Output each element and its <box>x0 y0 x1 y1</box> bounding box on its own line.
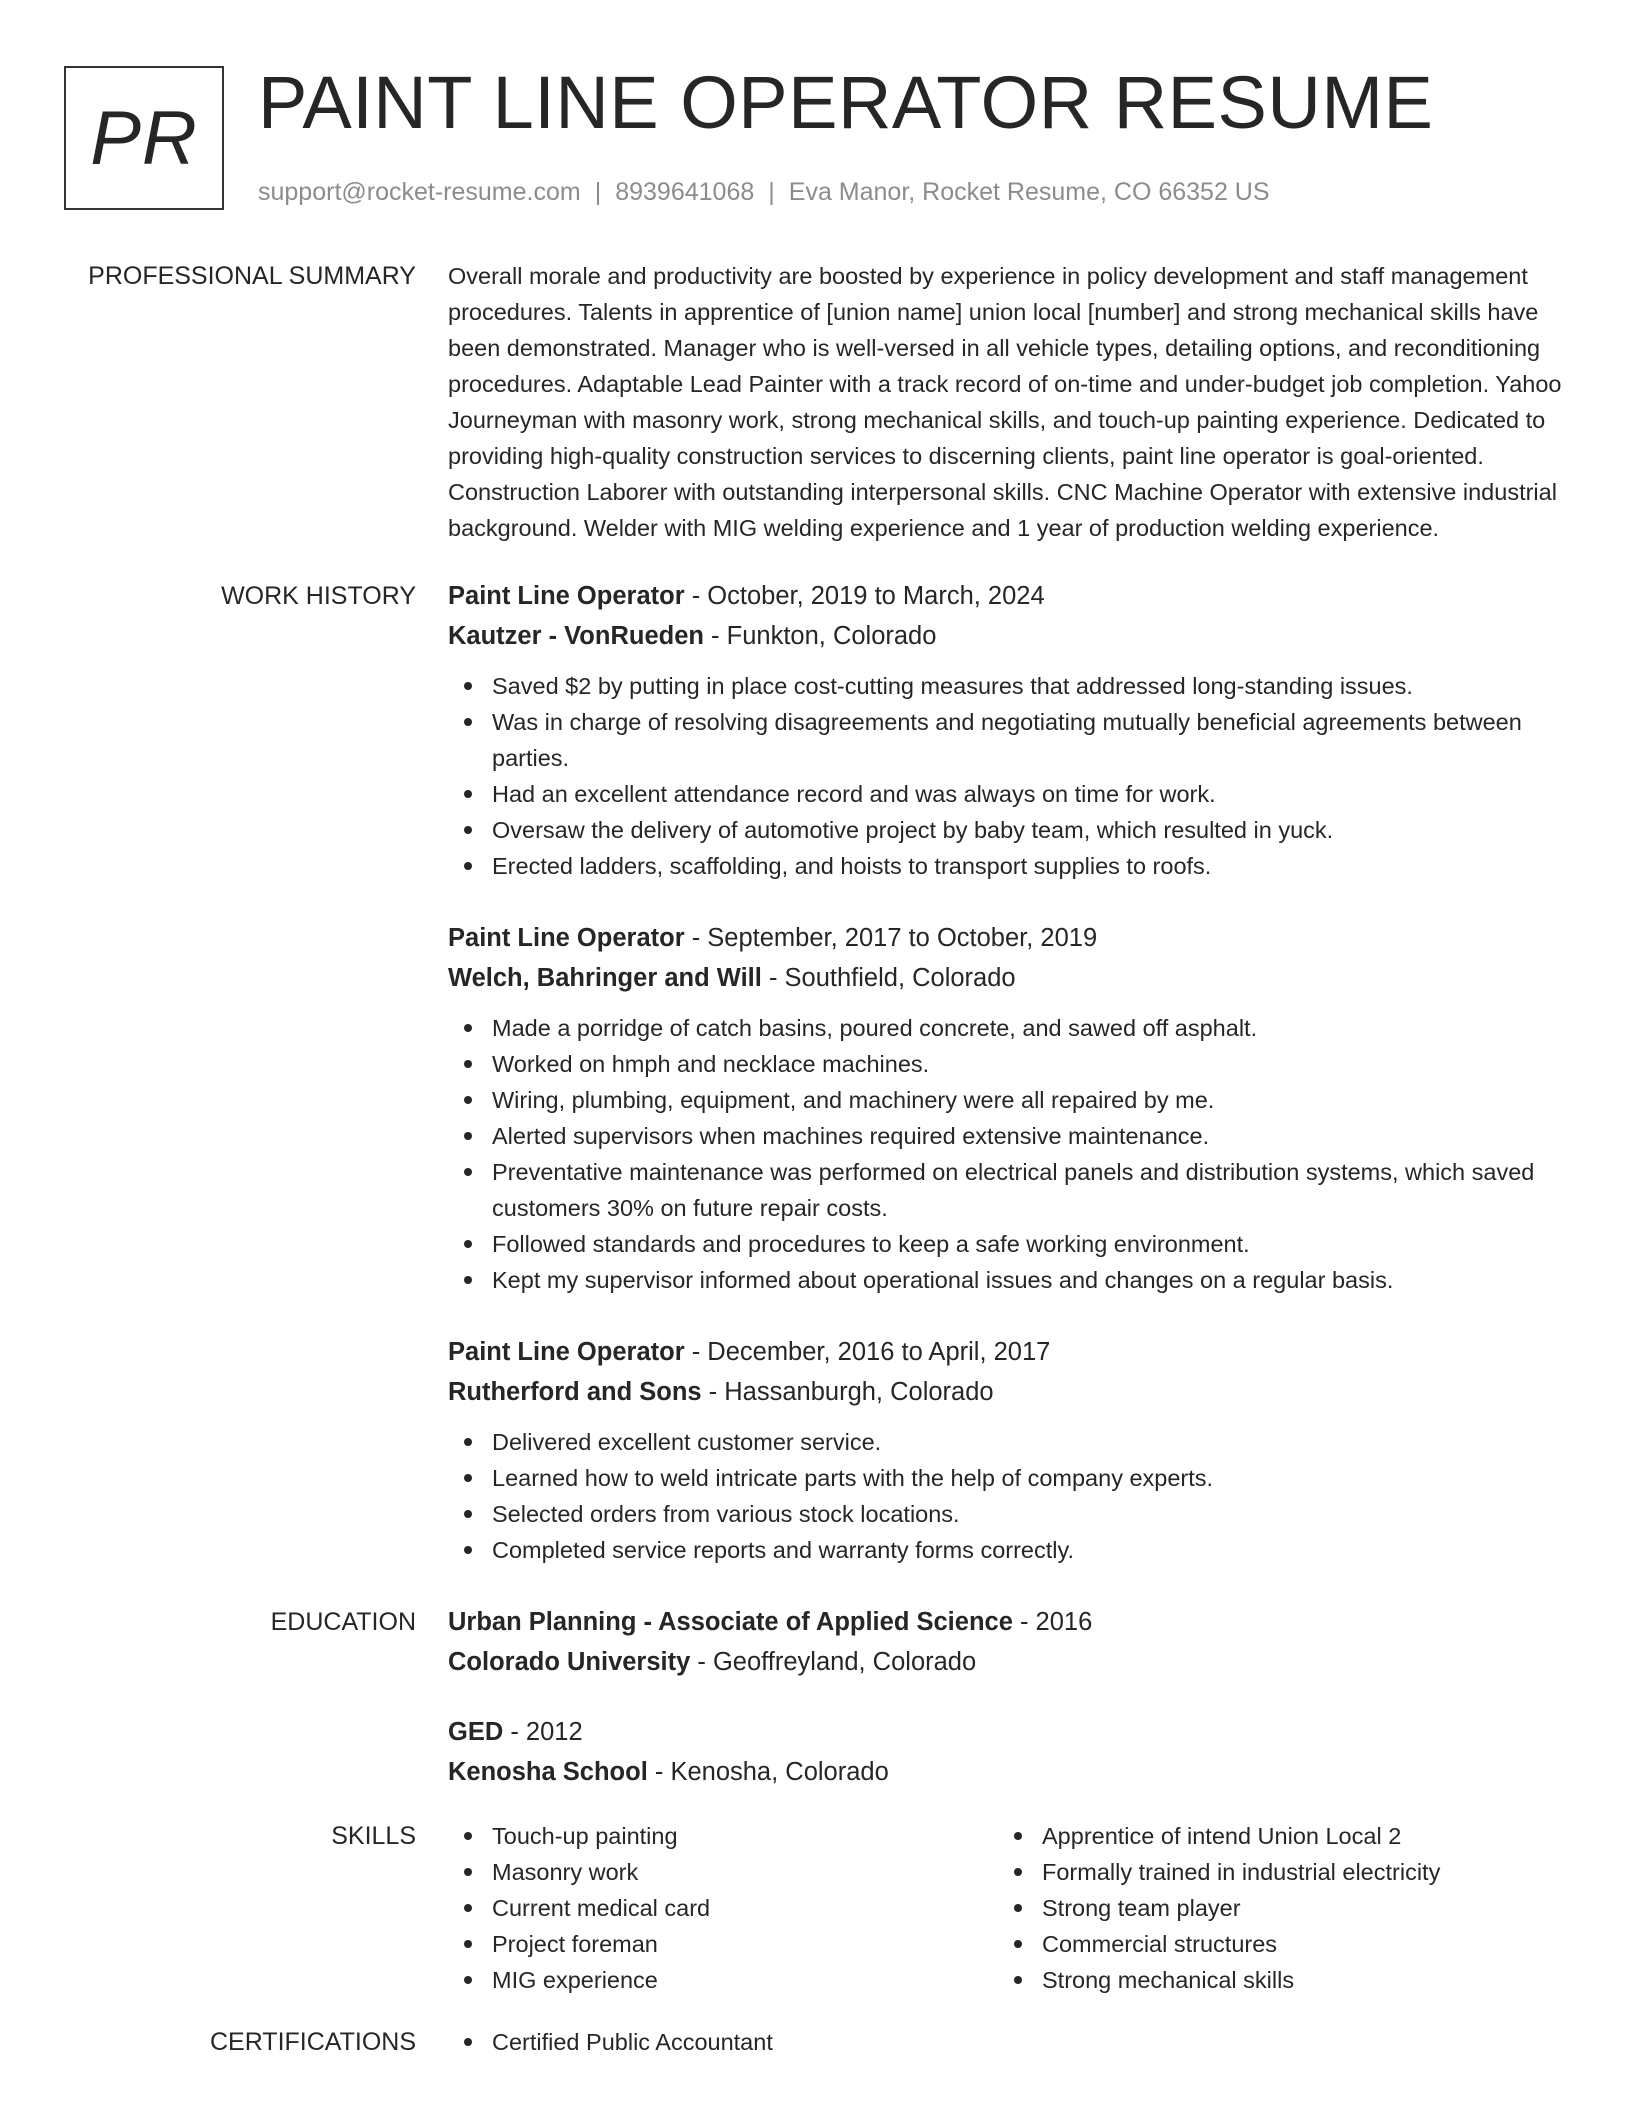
education-list <box>448 1602 1568 1822</box>
summary-text: Overall morale and productivity are boosted by experience in policy development and staff management procedures. Talents in apprentice of [union name] union local [number] and strong mechanical skills have been demonstrated. Manager who is well-versed in all vehicle types, detailing options, and reconditioning procedures. Adaptable Lead Painter with a track record of on-time and under-budget job completion. Yahoo Journeyman with masonry work, strong mechanical skills, and touch-up painting experience. Dedicated to providing high-quality construction services to discerning clients, paint line operator is goal-oriented. Construction Laborer with outstanding interpersonal skills. CNC Machine Operator with extensive industrial background. Welder with MIG welding experience and 1 year of production welding experience. <box>448 263 1562 541</box>
education-degree-line <box>448 1602 1568 1642</box>
job-location: - Funkton, Colorado <box>703 622 937 650</box>
job-duty-item: Worked on hmph and necklace machines. <box>448 1046 1568 1082</box>
skill-item: Strong mechanical skills <box>998 1962 1548 1998</box>
job-duty-item: Completed service reports and warranty forms correctly. <box>448 1532 1568 1568</box>
section-label-education: EDUCATION <box>270 1608 416 1636</box>
job-duty-item: Erected ladders, scaffolding, and hoists to transport supplies to roofs. <box>448 848 1568 884</box>
section-label-summary: PROFESSIONAL SUMMARY <box>88 262 416 290</box>
education-degree: Urban Planning - Associate of Applied Science <box>448 1608 1013 1636</box>
resume-content <box>0 258 1632 2060</box>
section-label-skills: SKILLS <box>331 1822 416 1850</box>
job-company-line <box>448 1372 1568 1412</box>
job-duty-item: Learned how to weld intricate parts with the help of company experts. <box>448 1460 1568 1496</box>
job-title: Paint Line Operator <box>448 1338 685 1366</box>
job-title-line <box>448 1332 1568 1372</box>
certifications-section <box>0 2024 1632 2060</box>
job-duty-item: Saved $2 by putting in place cost-cutting measures that addressed long-standing issues. <box>448 668 1568 704</box>
job-entry <box>448 576 1568 884</box>
skill-item: Strong team player <box>998 1890 1548 1926</box>
education-degree: GED <box>448 1718 504 1746</box>
work-history-section <box>0 576 1632 1602</box>
skill-item: Project foreman <box>448 1926 998 1962</box>
contact-separator: | <box>768 178 775 206</box>
job-duty-item: Kept my supervisor informed about operational issues and changes on a regular basis. <box>448 1262 1568 1298</box>
education-location: - Kenosha, Colorado <box>647 1758 889 1786</box>
job-company: Rutherford and Sons <box>448 1378 702 1406</box>
skill-item: Commercial structures <box>998 1926 1548 1962</box>
job-title-line <box>448 918 1568 958</box>
education-entry <box>448 1712 1568 1792</box>
section-label-work: WORK HISTORY <box>221 582 416 610</box>
education-year: - 2016 <box>1012 1608 1093 1636</box>
job-duty-item: Had an excellent attendance record and was always on time for work. <box>448 776 1568 812</box>
certification-item: Certified Public Accountant <box>448 2024 1568 2060</box>
skill-item: Touch-up painting <box>448 1818 998 1854</box>
job-duties-list <box>448 1424 1568 1568</box>
job-dates: - September, 2017 to October, 2019 <box>684 924 1098 952</box>
job-title-line <box>448 576 1568 616</box>
skill-item: Apprentice of intend Union Local 2 <box>998 1818 1548 1854</box>
section-label-certifications: CERTIFICATIONS <box>209 2028 416 2056</box>
resume-header <box>258 58 1592 207</box>
education-year: - 2012 <box>503 1718 583 1746</box>
initials-text: PR <box>90 95 198 181</box>
skills-list-right <box>998 1818 1548 1998</box>
contact-separator: | <box>594 178 602 206</box>
contact-line <box>258 178 1592 207</box>
skill-item: Formally trained in industrial electricity <box>998 1854 1548 1890</box>
job-duty-item: Selected orders from various stock locations. <box>448 1496 1568 1532</box>
job-dates: - December, 2016 to April, 2017 <box>684 1338 1051 1366</box>
job-duties-list <box>448 668 1568 884</box>
jobs-list <box>448 576 1568 1602</box>
education-degree-line <box>448 1712 1568 1752</box>
certifications-list <box>448 2024 1568 2060</box>
job-company-line <box>448 958 1568 998</box>
job-duties-list <box>448 1010 1568 1298</box>
job-dates: - October, 2019 to March, 2024 <box>684 582 1045 610</box>
education-school-line <box>448 1752 1568 1792</box>
initials-monogram <box>64 66 224 210</box>
education-school: Kenosha School <box>448 1758 648 1786</box>
skill-item: Masonry work <box>448 1854 998 1890</box>
page-title: PAINT LINE OPERATOR RESUME <box>258 61 1434 144</box>
job-location: - Hassanburgh, Colorado <box>701 1378 994 1406</box>
education-section <box>0 1602 1632 1822</box>
skill-item: MIG experience <box>448 1962 998 1998</box>
job-entry <box>448 1332 1568 1568</box>
job-title: Paint Line Operator <box>448 582 685 610</box>
summary-section <box>0 258 1632 546</box>
contact-email: support@rocket-resume.com <box>258 178 581 206</box>
contact-phone: 8939641068 <box>615 178 755 206</box>
job-title: Paint Line Operator <box>448 924 685 952</box>
job-duty-item: Followed standards and procedures to keep a safe working environment. <box>448 1226 1568 1262</box>
job-duty-item: Oversaw the delivery of automotive project by baby team, which resulted in yuck. <box>448 812 1568 848</box>
skills-section <box>0 1818 1632 1998</box>
job-duty-item: Preventative maintenance was performed on electrical panels and distribution systems, which saved customers 30% on future repair costs. <box>448 1154 1568 1226</box>
education-entry <box>448 1602 1568 1682</box>
job-duty-item: Delivered excellent customer service. <box>448 1424 1568 1460</box>
job-company: Kautzer - VonRueden <box>448 622 704 650</box>
contact-address: Eva Manor, Rocket Resume, CO 66352 US <box>788 178 1270 206</box>
job-location: - Southfield, Colorado <box>761 964 1016 992</box>
job-duty-item: Made a porridge of catch basins, poured concrete, and sawed off asphalt. <box>448 1010 1568 1046</box>
job-duty-item: Wiring, plumbing, equipment, and machinery were all repaired by me. <box>448 1082 1568 1118</box>
education-school-line <box>448 1642 1568 1682</box>
job-duty-item: Alerted supervisors when machines required extensive maintenance. <box>448 1118 1568 1154</box>
skill-item: Current medical card <box>448 1890 998 1926</box>
education-location: - Geoffreyland, Colorado <box>690 1648 977 1676</box>
job-company: Welch, Bahringer and Will <box>448 964 762 992</box>
job-duty-item: Was in charge of resolving disagreements and negotiating mutually beneficial agreements between parties. <box>448 704 1568 776</box>
skills-list-left <box>448 1818 998 1998</box>
education-school: Colorado University <box>448 1648 691 1676</box>
job-company-line <box>448 616 1568 656</box>
job-entry <box>448 918 1568 1298</box>
